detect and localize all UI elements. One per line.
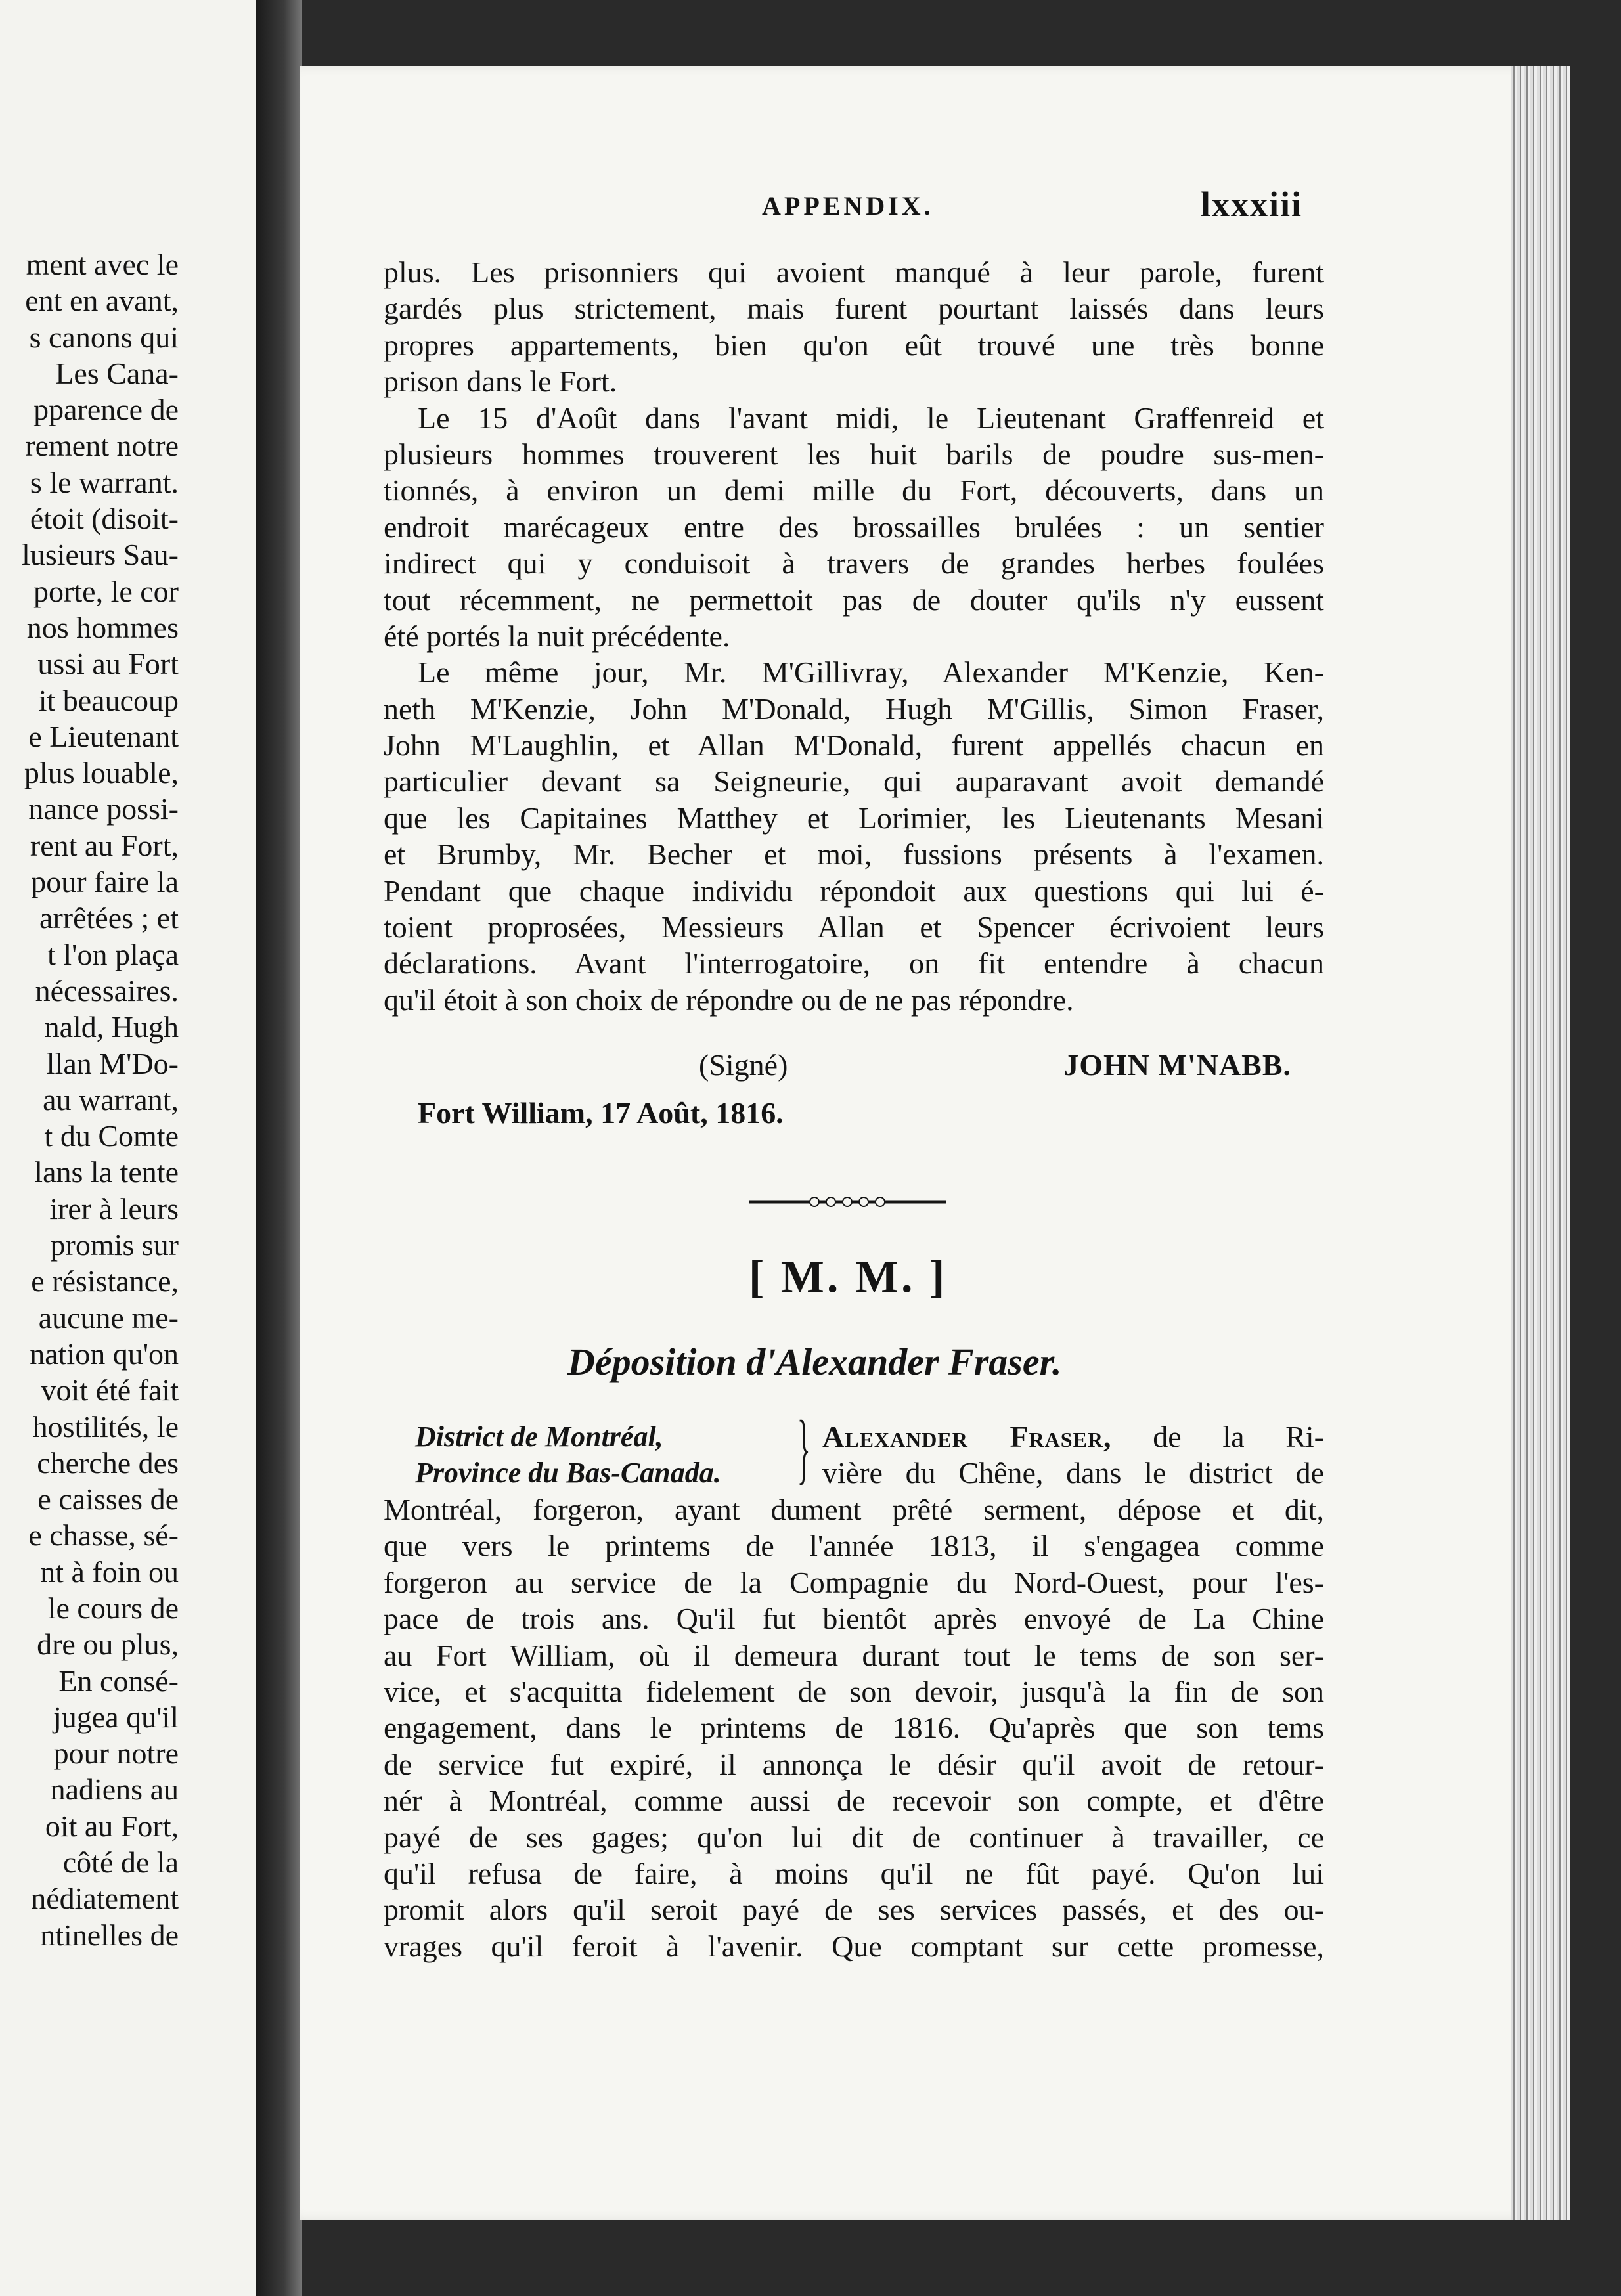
text-line: déclarations. Avant l'interrogatoire, on fit entendre à chacun <box>384 946 1324 981</box>
left-page-line: plus louable, <box>24 756 179 790</box>
text-line: gardés plus strictement, mais furent pourtant laissés dans leurs <box>384 292 1324 326</box>
text-line: que les Capitaines Matthey et Lorimier, les Lieutenants Mesani <box>384 801 1324 835</box>
left-page-line: nald, Hugh <box>44 1010 179 1044</box>
left-page-line: Les Cana- <box>55 356 179 390</box>
text-line: particulier devant sa Seigneurie, qui auparavant avoit demandé <box>384 764 1324 799</box>
text-line: été portés la nuit précédente. <box>384 619 730 653</box>
left-page-line: pparence de <box>33 393 179 427</box>
left-page-line: ntinelles de <box>40 1918 179 1952</box>
district-line-2: Province du Bas-Canada. <box>415 1457 721 1490</box>
text-line: promit alors qu'il seroit payé de ses services passés, et des ou- <box>384 1893 1324 1927</box>
left-page-line: s le warrant. <box>30 465 179 499</box>
left-page-line: pour notre <box>53 1736 179 1771</box>
left-page-line: llan M'Do- <box>46 1046 179 1080</box>
text-line: de service fut expiré, il annonça le désir qu'il avoit de retour- <box>384 1747 1324 1781</box>
left-page-line: porte, le cor <box>33 574 179 608</box>
brace-glyph: } <box>797 1404 811 1491</box>
left-page-line: ussi au Fort <box>37 647 179 681</box>
left-page-line: aucune me- <box>38 1300 179 1335</box>
left-page-line: pour faire la <box>31 865 179 899</box>
text-line: toient proprosées, Messieurs Allan et Spencer écrivoient leurs <box>384 910 1324 944</box>
left-page-line: En consé- <box>58 1664 179 1698</box>
section-heading: [ M. M. ] <box>749 1252 948 1302</box>
text-line: Le même jour, Mr. M'Gillivray, Alexander M'Kenzie, Ken- <box>418 655 1324 690</box>
text-line: Le 15 d'Août dans l'avant midi, le Lieutenant Graffenreid et <box>418 401 1324 435</box>
left-page-line: le cours de <box>47 1591 179 1625</box>
text-line: plusieurs hommes trouverent les huit barils de poudre sus-men- <box>384 437 1324 471</box>
text-line: Montréal, forgeron, ayant dument prêté serment, dépose et dit, <box>384 1493 1324 1526</box>
left-page-line: e chasse, sé- <box>28 1518 179 1553</box>
deposition-body <box>384 1491 1324 1964</box>
left-page-line: nos hommes <box>26 610 179 644</box>
left-page-line: nécessaires. <box>35 973 179 1007</box>
ornament-rule <box>749 1195 946 1208</box>
left-page-line: nance possi- <box>28 792 179 826</box>
left-page-line: lusieurs Sau- <box>22 538 179 572</box>
text-line: engagement, dans le printems de 1816. Qu'après que son tems <box>384 1711 1324 1745</box>
text-line: tionnés, à environ un demi mille du Fort, découverts, dans un <box>384 474 1324 508</box>
text-line: indirect qui y conduisoit à travers de grandes herbes foulées <box>384 546 1324 581</box>
running-head: APPENDIX. <box>762 191 934 221</box>
text-line: nér à Montréal, comme aussi de recevoir son compte, et d'être <box>384 1784 1324 1818</box>
left-page-line: oit au Fort, <box>45 1809 179 1843</box>
text-line: qu'il refusa de faire, à moins qu'il ne fût payé. Qu'on lui <box>384 1856 1324 1890</box>
left-page-line: lans la tente <box>34 1155 179 1189</box>
opening-line-1-rest: de la Ri- <box>1153 1420 1324 1453</box>
left-page-line: dre ou plus, <box>37 1627 179 1662</box>
text-line: neth M'Kenzie, John M'Donald, Hugh M'Gillis, Simon Fraser, <box>384 692 1324 726</box>
left-page-line: voit été fait <box>41 1373 179 1407</box>
text-line: et Brumby, Mr. Becher et moi, fussions présents à l'examen. <box>384 837 1324 872</box>
left-page-text <box>0 246 179 1953</box>
page-number: lxxxiii <box>1201 185 1303 224</box>
page-edge <box>1511 66 1570 2220</box>
text-line: tout récemment, ne permettoit pas de douter qu'ils n'y eussent <box>384 583 1324 617</box>
left-page-line: e résistance, <box>31 1264 179 1298</box>
place-date: Fort William, 17 Août, 1816. <box>418 1096 784 1130</box>
deposition-opening <box>822 1419 1324 1491</box>
opening-line-2: vière du Chêne, dans le district de <box>822 1456 1324 1490</box>
signer-name: JOHN M'NABB. <box>1063 1048 1291 1082</box>
left-page-line: rent au Fort, <box>30 828 179 862</box>
left-page-line: ment avec le <box>26 248 179 281</box>
left-page-line: it beaucoup <box>38 683 179 717</box>
text-line: prison dans le Fort. <box>384 364 617 399</box>
left-page-line: nt à foin ou <box>40 1555 179 1589</box>
left-page-line: jugea qu'il <box>53 1700 179 1734</box>
text-line: Pendant que chaque individu répondoit aux questions qui lui é- <box>384 873 1324 908</box>
left-facing-page <box>0 0 256 2296</box>
signed-label: (Signé) <box>699 1048 788 1082</box>
text-line: forgeron au service de la Compagnie du Nord-Ouest, pour l'es- <box>384 1565 1324 1599</box>
text-line: pace de trois ans. Qu'il fut bientôt après envoyé de La Chine <box>384 1602 1324 1636</box>
left-page-line: nédiatement <box>31 1882 179 1916</box>
left-page-line: hostilités, le <box>32 1409 179 1444</box>
left-page-line: s canons qui <box>29 320 179 354</box>
left-page-line: t l'on plaça <box>47 937 179 971</box>
text-line: au Fort William, où il demeura durant tout le tems de son ser- <box>384 1638 1324 1672</box>
text-line: que vers le printems de l'année 1813, il s'engagea comme <box>384 1529 1324 1563</box>
left-page-line: ent en avant, <box>25 284 179 318</box>
text-line: qu'il étoit à son choix de répondre ou de ne pas répondre. <box>384 982 1074 1017</box>
deposition-title: Déposition d'Alexander Fraser. <box>567 1340 1062 1383</box>
left-page-line: étoit (disoit- <box>30 502 179 536</box>
text-line: vrages qu'il feroit à l'avenir. Que comptant sur cette promesse, <box>384 1929 1324 1963</box>
deponent-name: Alexander Fraser, <box>822 1420 1112 1453</box>
text-line: plus. Les prisonniers qui avoient manqué à leur parole, furent <box>384 255 1324 289</box>
left-page-line: cherche des <box>37 1446 179 1480</box>
left-page-line: arrêtées ; et <box>39 901 179 935</box>
left-page-line: rement notre <box>25 429 179 463</box>
left-page-line: e caisses de <box>37 1482 179 1516</box>
text-line: endroit marécageux entre des brossailles brulées : un sentier <box>384 510 1324 544</box>
paragraph-1 <box>384 254 1324 1018</box>
left-page-line: côté de la <box>62 1845 179 1880</box>
left-page-line: e Lieutenant <box>28 719 179 753</box>
left-page-line: nadiens au <box>50 1773 179 1807</box>
district-block <box>415 1419 721 1491</box>
left-page-line: irer à leurs <box>49 1191 179 1225</box>
left-page-line: nation qu'on <box>30 1336 179 1371</box>
left-page-line: au warrant, <box>43 1082 179 1116</box>
text-line: vice, et s'acquitta fidelement de son devoir, jusqu'à la fin de son <box>384 1674 1324 1708</box>
left-page-line: promis sur <box>50 1228 179 1262</box>
district-line-1: District de Montréal, <box>415 1421 663 1453</box>
text-line: payé de ses gages; qu'on lui dit de continuer à travailler, ce <box>384 1820 1324 1854</box>
book-gutter <box>256 0 302 2296</box>
text-line: propres appartements, bien qu'on eût trouvé une très bonne <box>384 328 1324 362</box>
text-line: John M'Laughlin, et Allan M'Donald, furent appellés chacun en <box>384 728 1324 762</box>
left-page-line: t du Comte <box>44 1119 179 1153</box>
